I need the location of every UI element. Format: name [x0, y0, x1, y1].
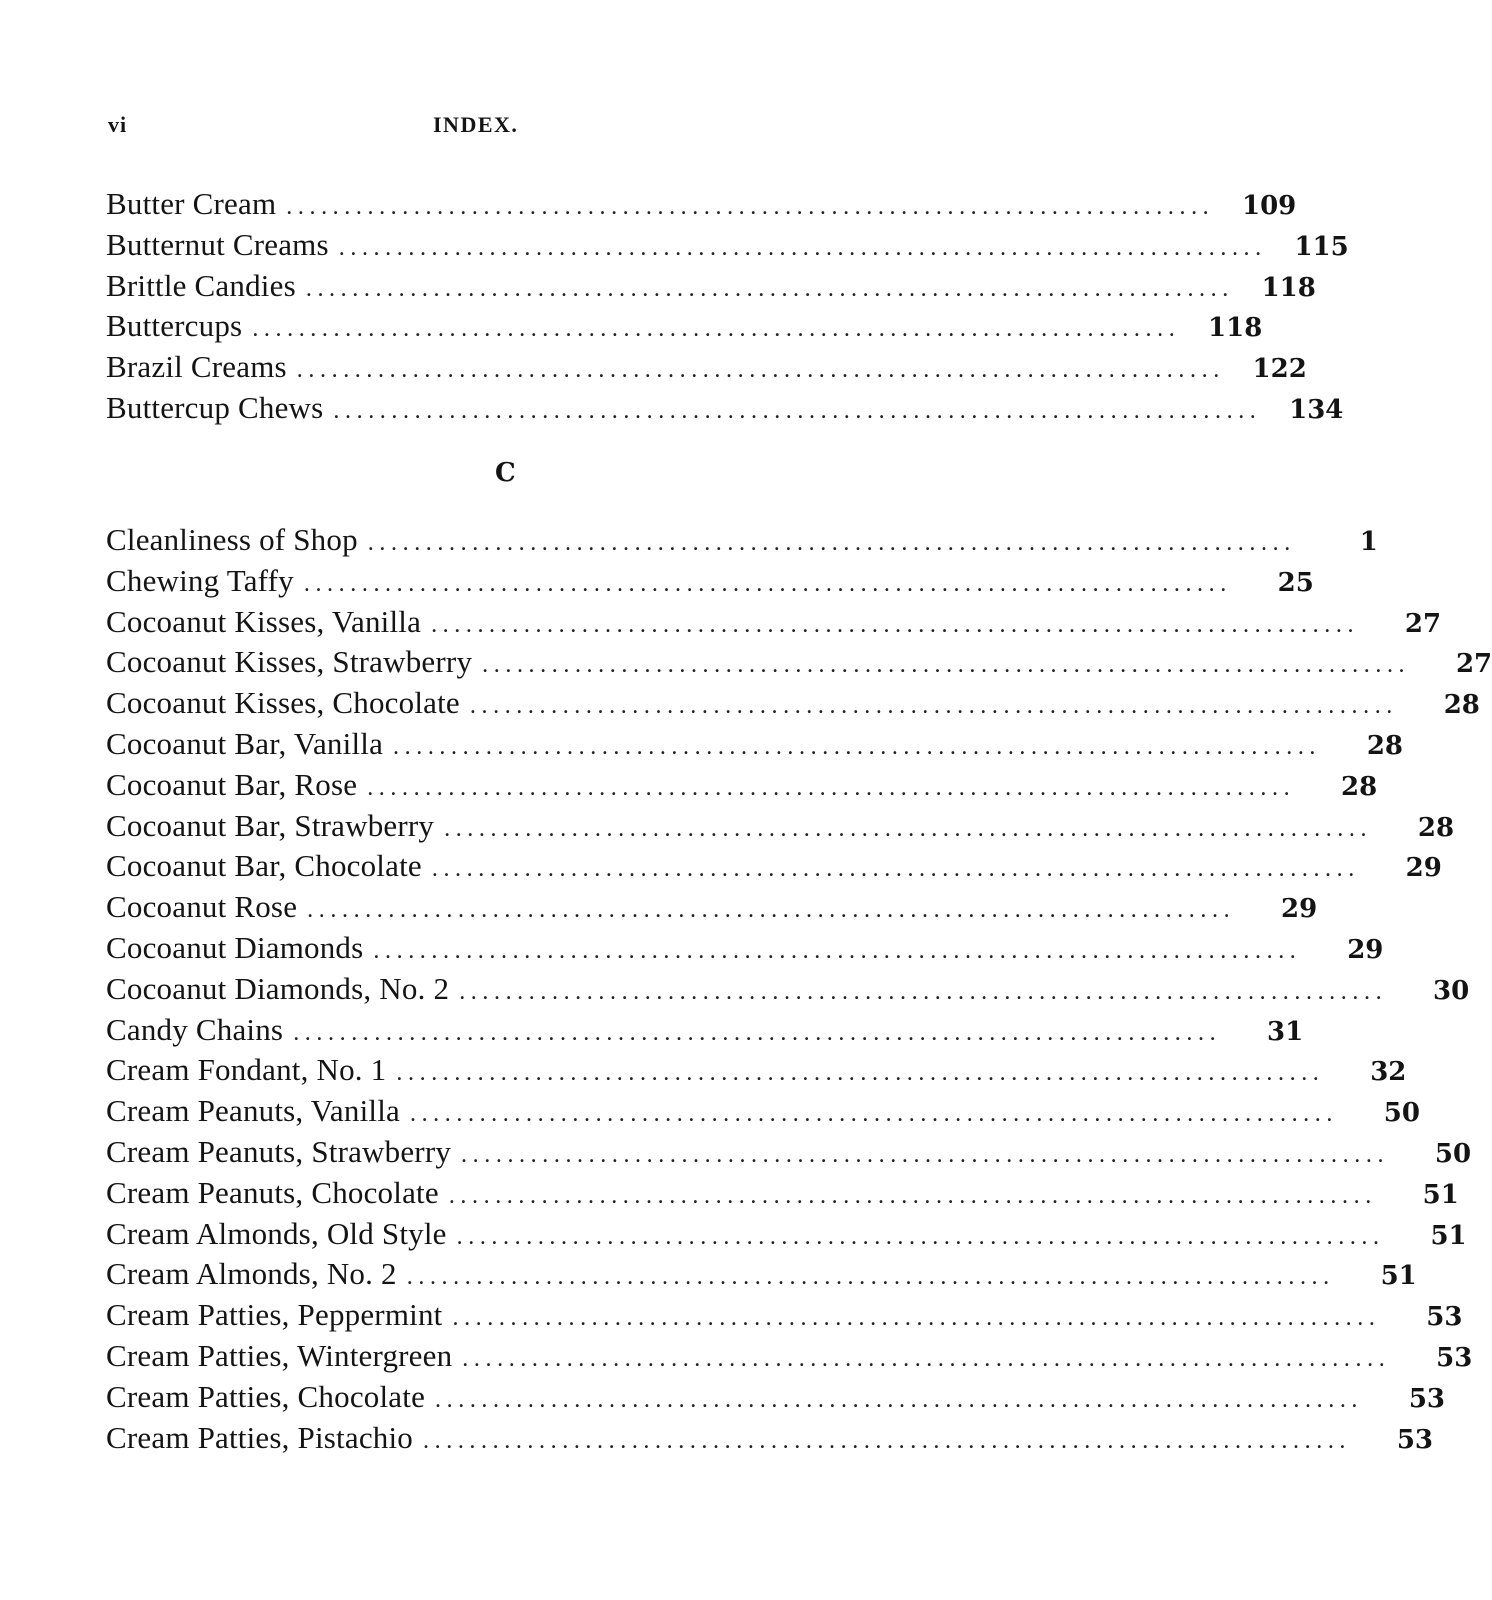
- leader-dots: ................................................................................: [461, 1141, 1390, 1168]
- entry-page-number: 53: [1436, 1342, 1473, 1373]
- entry-term: Butter Cream: [106, 186, 277, 221]
- index-entry: [106, 1336, 1473, 1377]
- entry-term: Cocoanut Bar, Chocolate: [106, 848, 422, 884]
- entry-page-number: 28: [1443, 690, 1480, 721]
- entry-page-number: 53: [1426, 1302, 1463, 1333]
- entry-term: Chewing Taffy: [106, 562, 294, 598]
- leader-dots: ................................................................................: [367, 774, 1296, 801]
- entry-term: Buttercup Chews: [106, 389, 324, 425]
- index-entry: [106, 1254, 1417, 1295]
- index-entry: [106, 225, 1349, 266]
- index-entry: [106, 969, 1470, 1010]
- leader-dots: ................................................................................: [307, 897, 1236, 924]
- index-entry: [106, 1377, 1446, 1418]
- leader-dots: ................................................................................: [409, 1101, 1338, 1128]
- leader-dots: ................................................................................: [452, 1305, 1381, 1332]
- index-entry: [106, 887, 1318, 928]
- leader-dots: ................................................................................: [431, 611, 1360, 638]
- leader-dots: ................................................................................: [459, 978, 1388, 1005]
- entry-page-number: 51: [1430, 1220, 1467, 1251]
- index-entry: [106, 1295, 1463, 1336]
- leader-dots: ................................................................................: [303, 570, 1232, 597]
- entry-term: Cocoanut Bar, Strawberry: [106, 807, 435, 843]
- entry-page-number: 122: [1252, 354, 1307, 385]
- index-entry: [106, 928, 1384, 969]
- running-head: INDEX.: [433, 112, 519, 137]
- leader-dots: ................................................................................: [252, 316, 1181, 343]
- leader-dots: ................................................................................: [393, 733, 1322, 760]
- entry-page-number: 28: [1417, 812, 1455, 843]
- leader-dots: ................................................................................: [286, 194, 1215, 220]
- entry-term: Cream Patties, Pistachio: [106, 1419, 414, 1455]
- index-entry: [106, 765, 1378, 806]
- entry-term: Cream Peanuts, Chocolate: [106, 1174, 439, 1210]
- entry-term: Brittle Candies: [106, 267, 296, 303]
- leader-dots: ................................................................................: [333, 397, 1262, 424]
- entry-page-number: 29: [1280, 894, 1318, 925]
- entry-term: Butternut Creams: [106, 226, 329, 262]
- entry-term: Cream Patties, Peppermint: [106, 1297, 443, 1333]
- index-entry: [106, 724, 1404, 765]
- entry-page-number: 25: [1277, 567, 1314, 598]
- leader-dots: ................................................................................: [469, 693, 1398, 720]
- entry-page-number: 28: [1341, 771, 1378, 802]
- leader-dots: ................................................................................: [435, 1386, 1364, 1413]
- entry-page-number: 30: [1433, 975, 1470, 1006]
- entry-term: Cocoanut Rose: [106, 889, 298, 925]
- page-number: vi: [108, 112, 128, 137]
- entry-page-number: 32: [1370, 1057, 1407, 1088]
- index-entry: [106, 1132, 1472, 1173]
- leader-dots: ................................................................................: [423, 1427, 1352, 1454]
- index-entry: [106, 184, 1297, 225]
- leader-dots: ................................................................................: [406, 1264, 1335, 1291]
- entry-page-number: 27: [1404, 608, 1442, 639]
- index-entry: [106, 266, 1316, 307]
- leader-dots: ................................................................................: [482, 652, 1411, 679]
- leader-dots: ................................................................................: [462, 1345, 1391, 1372]
- entry-term: Cream Almonds, Old Style: [106, 1215, 447, 1251]
- entry-term: Brazil Creams: [106, 349, 287, 385]
- index-entry: [106, 846, 1442, 887]
- entry-term: Cream Peanuts, Vanilla: [106, 1093, 400, 1129]
- section-letter-c: C: [495, 458, 516, 488]
- entry-page-number: 27: [1455, 649, 1492, 680]
- entry-term: Buttercups: [106, 308, 243, 344]
- index-entry: [106, 347, 1307, 388]
- entry-term: Cocoanut Diamonds: [106, 929, 364, 965]
- entry-term: Cocoanut Kisses, Strawberry: [106, 644, 473, 680]
- entry-term: Cream Almonds, No. 2: [106, 1256, 397, 1292]
- leader-dots: ................................................................................: [431, 856, 1360, 883]
- index-entry: [106, 520, 1378, 561]
- entry-page-number: 109: [1242, 191, 1297, 221]
- entry-page-number: 50: [1383, 1098, 1420, 1129]
- leader-dots: ................................................................................: [338, 234, 1267, 261]
- index-entry: [106, 1050, 1407, 1091]
- entry-page-number: 134: [1289, 394, 1344, 425]
- leader-dots: ................................................................................: [367, 530, 1296, 556]
- entry-page-number: 118: [1261, 272, 1316, 303]
- entry-term: Cocoanut Bar, Vanilla: [106, 725, 384, 761]
- index-entry: [106, 306, 1263, 347]
- entry-page-number: 53: [1396, 1424, 1434, 1455]
- entry-page-number: 29: [1347, 934, 1384, 965]
- entry-page-number: 118: [1208, 313, 1263, 344]
- entry-term: Cream Peanuts, Strawberry: [106, 1133, 452, 1169]
- leader-dots: ................................................................................: [305, 275, 1234, 302]
- index-entry: [106, 806, 1455, 847]
- entry-page-number: 29: [1405, 853, 1442, 884]
- entry-page-number: 1: [1359, 527, 1378, 557]
- entry-term: Cocoanut Bar, Rose: [106, 766, 358, 802]
- index-entry: [106, 1010, 1304, 1051]
- leader-dots: ................................................................................: [448, 1182, 1377, 1209]
- entry-term: Cocoanut Kisses, Chocolate: [106, 685, 460, 721]
- index-entry: [106, 1214, 1467, 1255]
- entry-term: Cocoanut Diamonds, No. 2: [106, 970, 450, 1006]
- entry-page-number: 50: [1434, 1138, 1472, 1169]
- leader-dots: ................................................................................: [293, 1019, 1222, 1046]
- index-entry: [106, 1418, 1434, 1459]
- page-header: [108, 112, 908, 142]
- entry-page-number: 51: [1422, 1179, 1459, 1210]
- index-entry: [106, 642, 1492, 683]
- leader-dots: ................................................................................: [373, 937, 1302, 964]
- index-entry: [106, 388, 1344, 429]
- entry-term: Cocoanut Kisses, Vanilla: [106, 603, 422, 639]
- index-entry: [106, 1173, 1459, 1214]
- entry-page-number: 31: [1267, 1016, 1304, 1047]
- entry-page-number: 115: [1294, 231, 1349, 262]
- index-entry: [106, 561, 1314, 602]
- index-entry: [106, 683, 1480, 724]
- entry-term: Candy Chains: [106, 1011, 284, 1047]
- index-entry: [106, 1091, 1420, 1132]
- leader-dots: ................................................................................: [296, 357, 1225, 384]
- entry-page-number: 53: [1408, 1383, 1446, 1414]
- leader-dots: ................................................................................: [456, 1223, 1385, 1250]
- entry-term: Cream Patties, Wintergreen: [106, 1337, 453, 1373]
- index-list-b: [106, 184, 1349, 429]
- leader-dots: ................................................................................: [444, 815, 1373, 842]
- index-list-c: [106, 520, 1492, 1458]
- entry-page-number: 28: [1366, 730, 1404, 761]
- entry-term: Cream Patties, Chocolate: [106, 1378, 426, 1414]
- entry-page-number: 51: [1380, 1261, 1417, 1292]
- index-entry: [106, 602, 1442, 643]
- entry-term: Cream Fondant, No. 1: [106, 1052, 387, 1088]
- leader-dots: ................................................................................: [396, 1060, 1325, 1087]
- entry-term: Cleanliness of Shop: [106, 522, 358, 557]
